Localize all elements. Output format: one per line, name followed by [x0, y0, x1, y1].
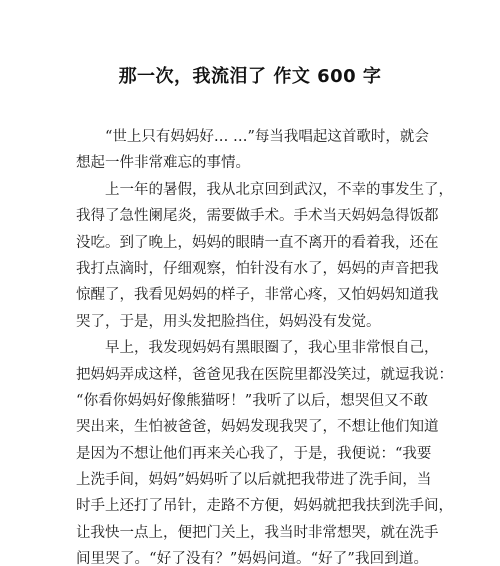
- text-line: “世上只有妈妈好… …”每当我唱起这首歌时，就会: [105, 129, 429, 145]
- text-line: “你看你妈妈好像熊猫呀！”我听了以后，想哭但又不敢: [76, 392, 428, 409]
- text-line: 哭出来，生怕被爸爸，妈妈发现我哭了，不想让他们知道: [76, 419, 439, 436]
- text-line: 上洗手间，妈妈”妈妈听了以后就把我带进了洗手间，当: [76, 472, 432, 489]
- text-line: 是因为不想让他们再来关心我了，于是，我便说：“我要: [76, 445, 432, 462]
- text-line: 早上，我发现妈妈有黑眼圈了，我心里非常恨自己，: [105, 340, 439, 357]
- text-line: 我得了急性阑尾炎，需要做手术。手术当天妈妈急得饭都: [76, 208, 439, 225]
- text-line: 没吃。到了晚上，妈妈的眼睛一直不离开的看着我，还在: [76, 234, 439, 251]
- essay-body: [76, 124, 453, 566]
- text-line: 让我快一点上，便把门关上，我当时非常想哭，就在洗手: [76, 524, 439, 541]
- text-line: 哭了，于是，用头发把脸挡住，妈妈没有发觉。: [76, 313, 381, 330]
- text-line: 间里哭了。“好了没有？”妈妈问道。“好了”我回到道。: [76, 551, 428, 566]
- text-line: 把妈妈弄成这样，爸爸见我在医院里都没笑过，就逗我说：: [76, 366, 453, 383]
- text-line: 想起一件非常难忘的事情。: [76, 155, 250, 172]
- text-line: 时手上还打了吊针，走路不方便，妈妈就把我扶到洗手间，: [76, 498, 453, 515]
- text-line: 我打点滴时，仔细观察，怕针没有水了，妈妈的声音把我: [76, 260, 439, 277]
- text-line: 上一年的暑假，我从北京回到武汉，不幸的事发生了，: [105, 181, 453, 198]
- essay-title: 那一次，我流泪了 作文 600 字: [118, 66, 382, 87]
- text-line: 惊醒了，我看见妈妈的样子，非常心疼，又怕妈妈知道我: [76, 287, 439, 304]
